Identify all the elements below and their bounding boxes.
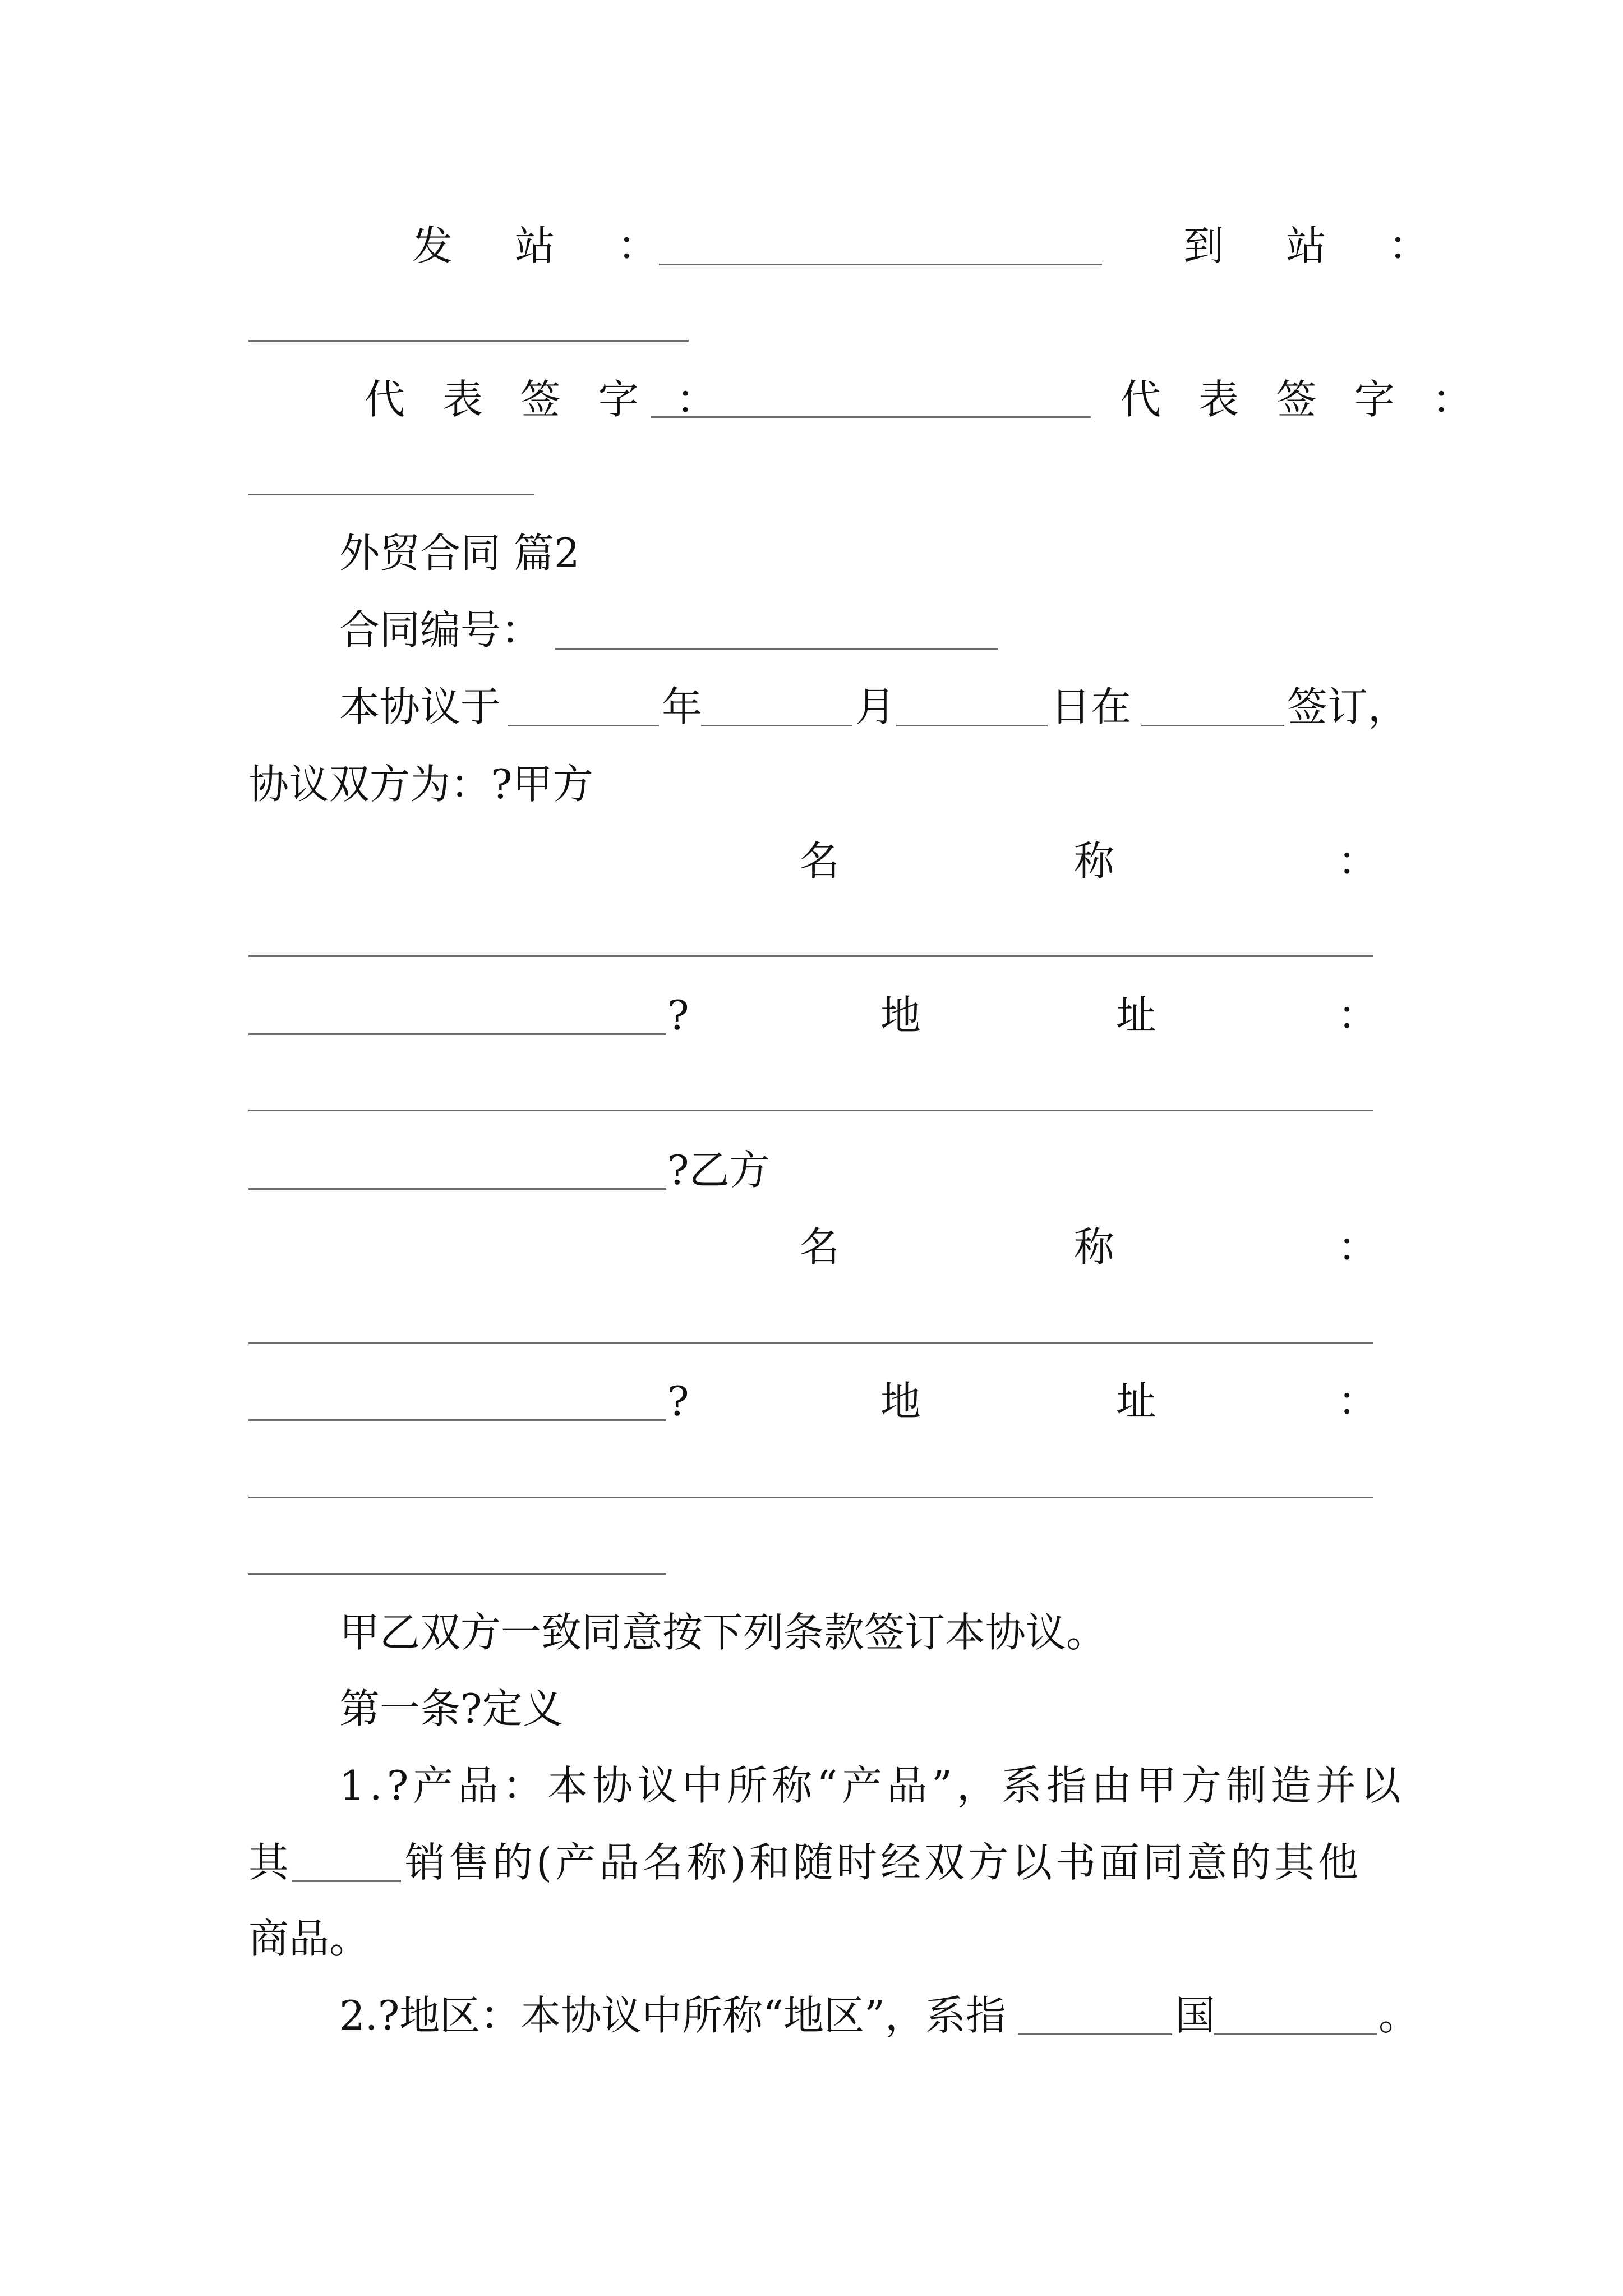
party-b-address-char-2: 址: [1116, 1378, 1157, 1425]
clause-2-prefix: 2.?地区：本协议中所称“地区”，系指: [339, 1992, 1006, 2039]
clause-1-sales-blank: [292, 1880, 401, 1882]
party-b-address-colon: ：: [1338, 1378, 1378, 1425]
clause-1-line-1: 1.?产品：本协议中所称“产品”，系指由甲方制造并以: [339, 1762, 1405, 1809]
party-a-address-char-2: 址: [1116, 992, 1157, 1039]
party-b-address-blank: [248, 1497, 1373, 1498]
agreement-prefix: 本协议于: [339, 683, 501, 730]
clause-1-line-2-rest: 销售的(产品名称)和随时经双方以书面同意的其他: [405, 1839, 1362, 1886]
party-a-name-char-2: 称: [1074, 838, 1115, 885]
party-b-name-blank-continued: [248, 1419, 666, 1421]
representative-signature-label-2: 代 表 签 字 ：: [1121, 376, 1485, 423]
party-b-label: ?乙方: [667, 1147, 770, 1194]
party-a-question-mark: ?: [667, 992, 689, 1039]
party-b-name-char-2: 称: [1074, 1223, 1115, 1271]
agreement-year-blank: [508, 725, 659, 726]
agreement-place-blank: [1141, 725, 1284, 726]
party-b-name-char-1: 名: [799, 1223, 840, 1271]
agreement-month-blank: [701, 725, 852, 726]
contract-number-label: 合同编号：: [339, 606, 542, 654]
representative-signature-blank-1: [651, 416, 1091, 418]
party-b-name-colon: ：: [1338, 1223, 1378, 1271]
to-station-blank: [248, 340, 689, 342]
agreement-day-at-label: 日在: [1050, 683, 1132, 730]
from-station-label: 发 站 ：: [412, 222, 683, 269]
party-b-address-blank-continued: [248, 1573, 666, 1575]
party-b-name-blank: [248, 1342, 1373, 1344]
representative-signature-label-1: 代 表 签 字 ：: [365, 376, 729, 423]
clause-1-line-2-prefix: 其: [248, 1839, 289, 1886]
contract-number-blank: [555, 648, 998, 650]
party-a-name-blank-continued: [248, 1033, 666, 1035]
party-a-name-char-1: 名: [799, 838, 840, 885]
party-a-name-blank: [248, 955, 1373, 957]
party-a-address-blank: [248, 1110, 1373, 1111]
party-a-address-blank-continued: [248, 1188, 666, 1190]
parties-intro: 协议双方为：?甲方: [248, 761, 593, 808]
agreement-day-blank: [896, 725, 1048, 726]
agreement-month-label: 月: [855, 683, 896, 730]
clause-2-region-blank-1: [1018, 2033, 1172, 2035]
clause-2-region-blank-2: [1214, 2033, 1377, 2035]
clause-2-country-label: 国: [1175, 1992, 1216, 2039]
article-1-title: 第一条?定义: [339, 1685, 563, 1732]
from-station-blank: [659, 264, 1102, 265]
agreement-statement: 甲乙双方一致同意按下列条款签订本协议。: [339, 1609, 1107, 1656]
agreement-year-label: 年: [662, 683, 703, 730]
clause-1-line-3: 商品。: [248, 1915, 370, 1962]
section-heading: 外贸合同 篇2: [339, 530, 580, 577]
agreement-signed-label: 签订，: [1287, 683, 1409, 730]
representative-signature-blank-2: [248, 494, 534, 495]
party-a-address-char-1: 地: [880, 992, 921, 1039]
party-b-question-mark: ?: [667, 1378, 689, 1425]
party-a-name-colon: ：: [1338, 838, 1378, 885]
clause-2-end: 。: [1378, 1992, 1419, 2039]
to-station-label: 到 站 ：: [1183, 222, 1454, 269]
party-b-address-char-1: 地: [880, 1378, 921, 1425]
party-a-address-colon: ：: [1338, 992, 1378, 1039]
